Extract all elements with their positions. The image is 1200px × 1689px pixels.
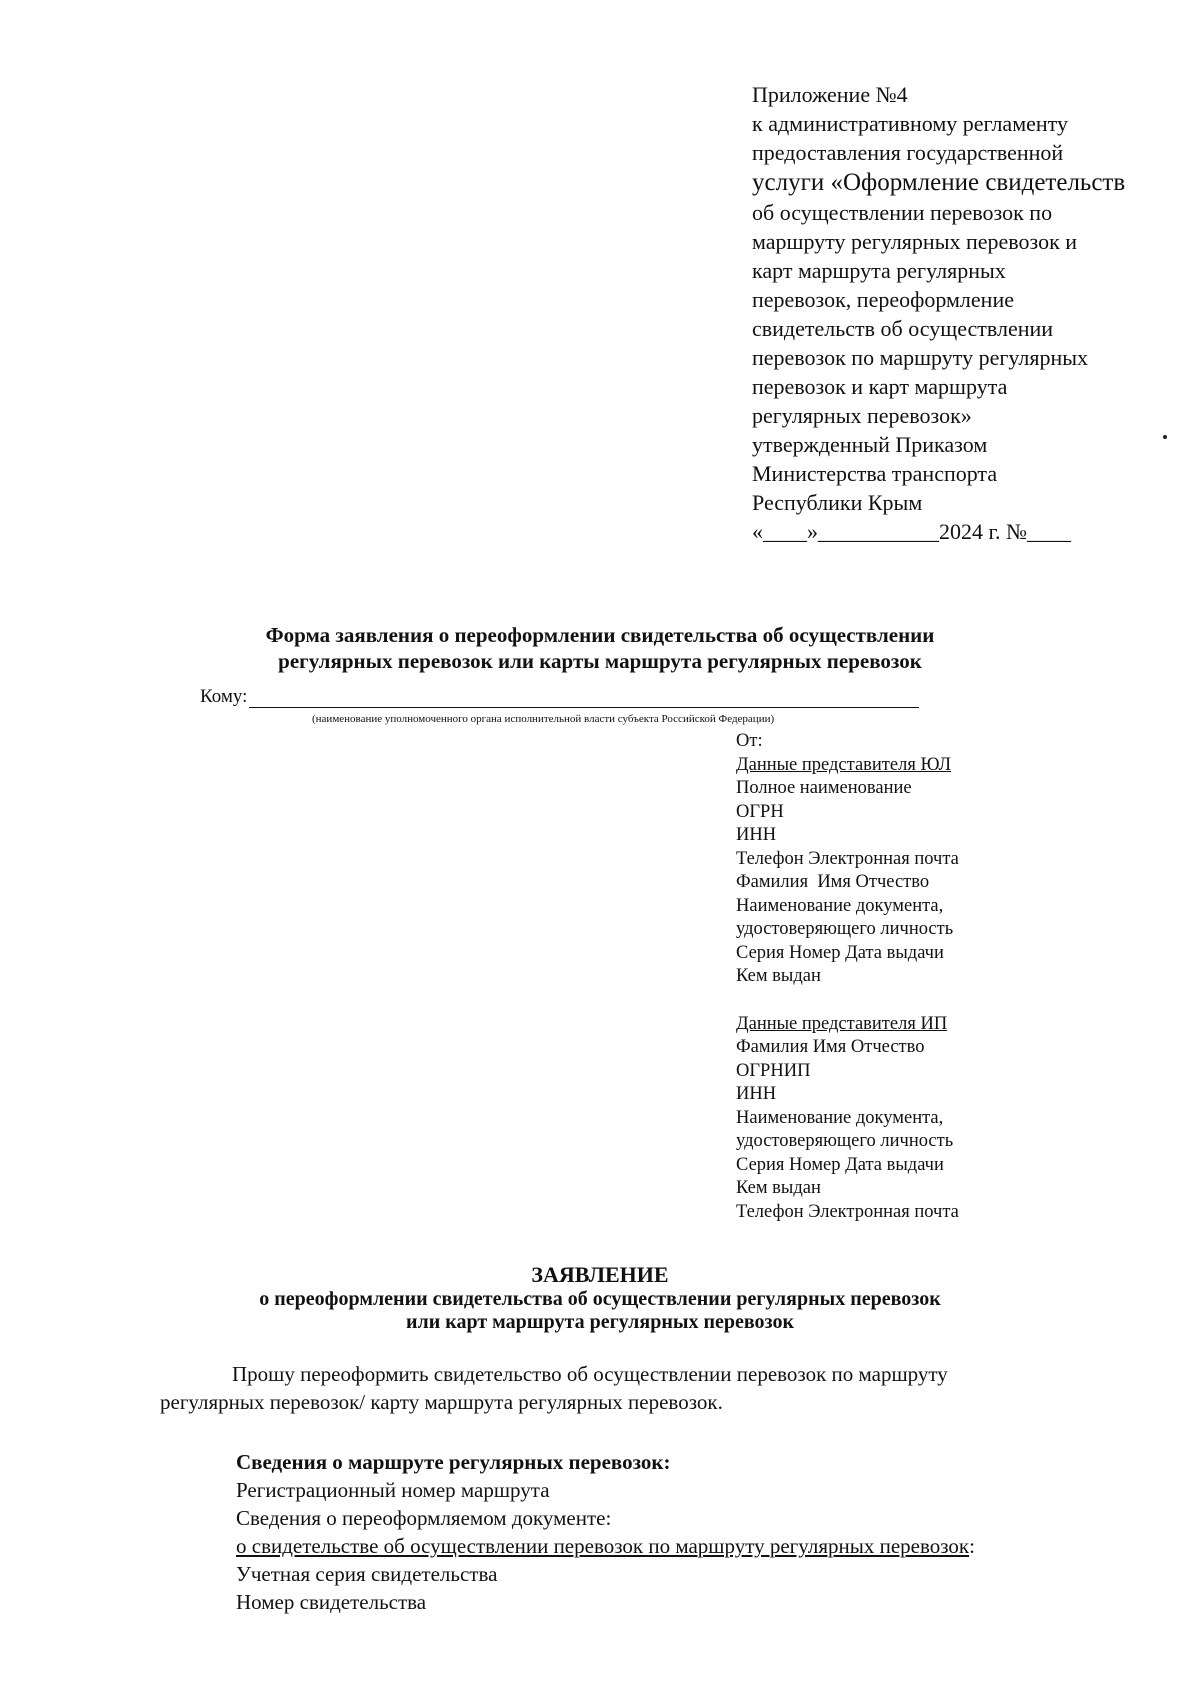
form-title-line: регулярных перевозок или карты маршрута регулярных перевозок <box>278 649 922 673</box>
request-line: регулярных перевозок/ карту маршрута регулярных перевозок. <box>160 1390 723 1414</box>
ip-line: Кем выдан <box>736 1178 821 1198</box>
recipient-blank <box>249 689 919 708</box>
appendix-line: свидетельств об осуществлении <box>752 316 1054 341</box>
appendix-line: об осуществлении перевозок по <box>752 200 1053 225</box>
legal-entity-line: Фамилия Имя Отчество <box>736 872 930 892</box>
route-doc-info: Сведения о переоформляемом документе: <box>236 1506 612 1530</box>
route-info-heading: Сведения о маршруте регулярных перевозок: <box>236 1450 671 1474</box>
form-title <box>150 622 1050 674</box>
appendix-line: перевозок по маршруту регулярных <box>752 345 1089 370</box>
appendix-line: Республики Крым <box>752 490 923 515</box>
request-paragraph <box>160 1360 1120 1416</box>
recipient-label: Кому: <box>200 686 248 707</box>
certificate-series: Учетная серия свидетельства <box>236 1562 498 1586</box>
appendix-date-line: «____»___________2024 г. №____ <box>752 519 1072 544</box>
legal-entity-line: Полное наименование <box>736 778 912 798</box>
appendix-line: маршруту регулярных перевозок и <box>752 229 1078 254</box>
legal-entity-line: Кем выдан <box>736 966 821 986</box>
certificate-heading: о свидетельстве об осуществлении перевозок по маршруту регулярных перевозок <box>236 1534 970 1558</box>
section-gap <box>736 989 1156 1013</box>
appendix-line: перевозок, переоформление <box>752 287 1014 312</box>
legal-entity-line: Наименование документа, <box>736 895 944 916</box>
appendix-line: утвержденный Приказом <box>752 432 988 457</box>
appendix-line: предоставления государственной <box>752 140 1064 165</box>
request-line: Прошу переоформить свидетельство об осуществлении перевозок по маршруту <box>232 1362 948 1386</box>
legal-entity-line: удостоверяющего личность <box>736 919 954 939</box>
statement-title: ЗАЯВЛЕНИЕ <box>531 1262 669 1287</box>
appendix-line: регулярных перевозок» <box>752 403 972 428</box>
ip-heading: Данные представителя ИП <box>736 1013 948 1034</box>
legal-entity-line: Телефон Электронная почта <box>736 848 959 869</box>
legal-entity-line: ИНН <box>736 825 777 845</box>
recipient-note: (наименование уполномоченного органа исполнительной власти субъекта Российской Федерации) <box>312 713 775 725</box>
ip-line: Наименование документа, <box>736 1107 944 1128</box>
sender-block <box>736 730 1156 1224</box>
statement-title-block <box>150 1262 1050 1334</box>
ip-line: Телефон Электронная почта <box>736 1201 959 1222</box>
ip-line: ОГРНИП <box>736 1060 811 1081</box>
certificate-number: Номер свидетельства <box>236 1590 427 1614</box>
legal-entity-line: ОГРН <box>736 801 784 822</box>
appendix-line: Министерства транспорта <box>752 461 998 486</box>
ip-line: ИНН <box>736 1084 777 1104</box>
scan-speck <box>1163 435 1167 439</box>
appendix-line: к административному регламенту <box>752 111 1068 136</box>
route-reg-number: Регистрационный номер маршрута <box>236 1478 550 1502</box>
statement-subtitle: или карт маршрута регулярных перевозок <box>406 1311 794 1333</box>
legal-entity-heading: Данные представителя ЮЛ <box>736 754 952 775</box>
ip-line: Серия Номер Дата выдачи <box>736 1154 944 1175</box>
appendix-line: карт маршрута регулярных <box>752 258 1006 283</box>
ip-line: удостоверяющего личность <box>736 1131 954 1151</box>
appendix-line: перевозок и карт маршрута <box>752 374 1008 399</box>
route-info-block <box>236 1448 1136 1616</box>
ip-line: Фамилия Имя Отчество <box>736 1037 925 1057</box>
sender-label: От: <box>736 731 763 751</box>
certificate-heading-line <box>236 1532 1136 1560</box>
statement-subtitle: о переоформлении свидетельства об осуществлении регулярных перевозок <box>259 1288 941 1310</box>
appendix-block <box>752 80 1172 546</box>
appendix-line: услуги «Оформление свидетельств <box>752 169 1126 196</box>
appendix-line: Приложение №4 <box>752 82 908 107</box>
recipient-line <box>200 686 1000 708</box>
certificate-heading-colon: : <box>969 1534 975 1558</box>
legal-entity-line: Серия Номер Дата выдачи <box>736 942 944 963</box>
form-title-line: Форма заявления о переоформлении свидетельства об осуществлении <box>265 623 935 647</box>
